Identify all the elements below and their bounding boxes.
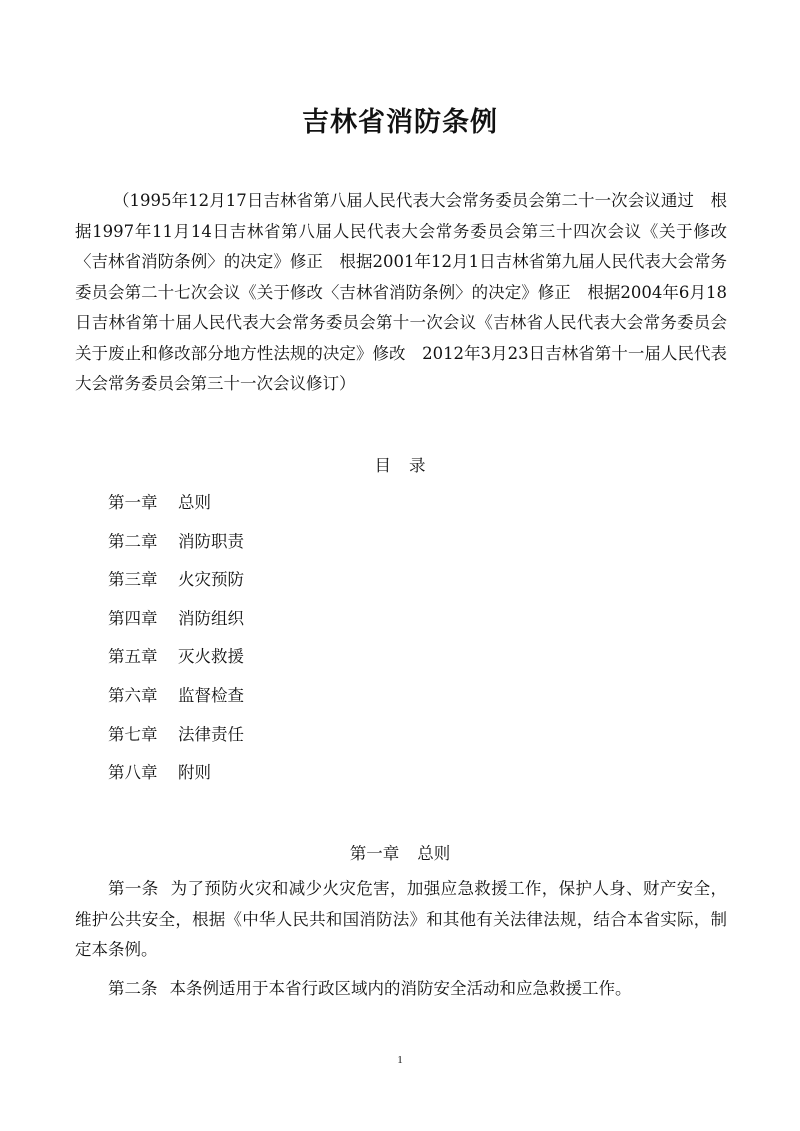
page-number: 1 — [397, 1054, 403, 1066]
toc-item — [108, 527, 244, 566]
toc-chapter-name: 火灾预防 — [178, 570, 244, 590]
toc-chapter-number: 第三章 — [108, 570, 158, 590]
toc-chapter-number: 第六章 — [108, 685, 158, 705]
toc-chapter-number: 第八章 — [108, 763, 158, 783]
chapter-name: 总则 — [417, 844, 451, 863]
chapter-heading — [0, 840, 800, 864]
toc-chapter-name: 灭火救援 — [178, 647, 244, 667]
toc-chapter-number: 第四章 — [108, 608, 158, 628]
toc-item — [108, 758, 244, 797]
toc-item — [108, 681, 244, 720]
article-number: 第二条 — [108, 978, 158, 998]
toc-item — [108, 642, 244, 681]
table-of-contents — [108, 488, 244, 797]
toc-chapter-name: 监督检查 — [178, 685, 244, 705]
article-text: 为了预防火灾和减少火灾危害，加强应急救援工作，保护人身、财产安全，维护公共安全，根据《中华人民共和国消防法》和其他有关法律法规，结合本省实际，制定本条例。 — [75, 879, 728, 959]
toc-chapter-name: 法律责任 — [178, 724, 244, 744]
toc-heading: 目录 — [374, 456, 444, 475]
toc-chapter-number: 第一章 — [108, 493, 158, 512]
article-list — [75, 874, 727, 1012]
toc-item — [108, 604, 244, 643]
toc-item — [108, 488, 244, 527]
document-title: 吉林省消防条例 — [302, 107, 498, 138]
article-number: 第一条 — [108, 879, 159, 898]
toc-item — [108, 720, 244, 759]
toc-chapter-number: 第七章 — [108, 724, 158, 744]
preamble: （1995年12月17日吉林省第八届人民代表大会常务委员会第二十一次会议通过 根据1997年11月14日吉林省第八届人民代表大会常务委员会第三十四次会议《关于修改〈吉林省消防条例〉的决定》修正 根据2001年12月1日吉林省第九届人民代表大会常务委员会第二十七次会议《关于修改〈吉林省消防条例〉的决定》修正 根据2004年6月18日吉林省第十届人民代表大会常务委员会第十一次会议《吉林省人民代表大会常务委员会关于废止和修改部分地方性法规的决定》修改 2012年3月23日吉林省第十一届人民代表大会常务委员会第三十一次会议修订） — [75, 191, 727, 393]
toc-chapter-name: 消防职责 — [178, 531, 244, 551]
toc-chapter-name: 总则 — [178, 493, 211, 512]
toc-chapter-number: 第五章 — [108, 647, 158, 667]
toc-chapter-number: 第二章 — [108, 531, 158, 551]
toc-item — [108, 565, 244, 604]
article-text: 本条例适用于本省行政区域内的消防安全活动和应急救援工作。 — [169, 978, 632, 998]
article — [75, 874, 727, 966]
toc-chapter-name: 消防组织 — [178, 608, 244, 628]
toc-chapter-name: 附则 — [178, 763, 211, 783]
chapter-number: 第一章 — [349, 844, 400, 863]
article — [75, 974, 727, 1005]
